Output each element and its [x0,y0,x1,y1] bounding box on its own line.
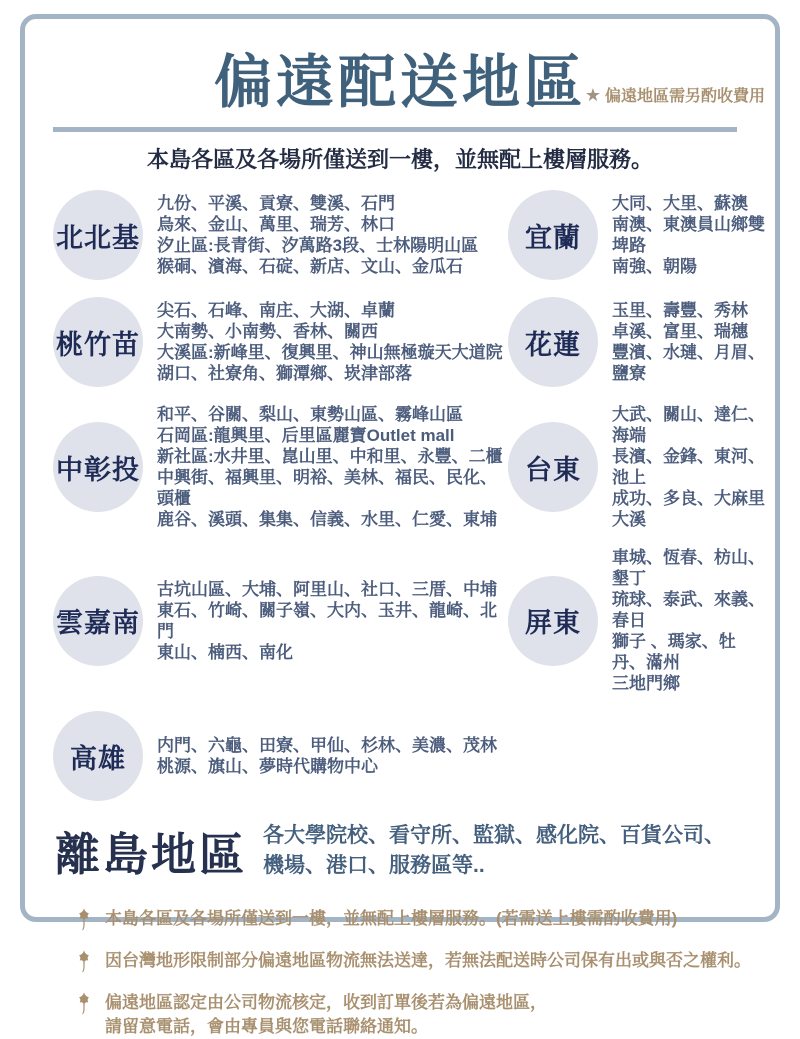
region-lines [612,404,765,530]
islands-lines [263,821,725,881]
region-line: 玉里、壽豐、秀林 [612,301,748,320]
note-line: 偏遠地區認定由公司物流核定，收到訂單後若為偏遠地區， [105,993,547,1012]
region-badge: 宜蘭 [508,190,598,280]
islands-line: 各大學院校、看守所、監獄、感化院、百貨公司、 [263,823,726,847]
region-block-north [53,190,508,280]
region-line: 南澳、東澳員山鄉雙埤路 [612,215,765,255]
islands-section [55,818,775,883]
region-lines [157,404,508,530]
region-badge: 高雄 [53,711,143,801]
region-lines [612,547,765,694]
note-text [105,907,677,931]
region-line: 石岡區:龍興里、后里區麗寶Outlet mall [157,426,455,445]
title-note-text: 偏遠地區需另酌收費用 [604,88,765,105]
region-line: 鹿谷、溪頭、集集、信義、水里、仁愛、東埔 [157,510,497,529]
note-item [75,949,755,974]
region-block-empty [508,711,765,801]
region-lines [157,300,503,384]
region-line: 大溪區:新峰里、復興里、神山無極璇天大道院 [157,343,503,362]
region-badge: 台東 [508,422,598,512]
divider-rule [53,127,737,132]
region-block-central [53,404,508,530]
note-text [105,991,547,1039]
region-line: 長濱、金鋒、東河、池上 [612,447,765,487]
note-line: 本島各區及各場所僅送到一樓，並無配上樓層服務。(若需送上樓需酌收費用) [105,909,678,928]
region-line: 中興街、福興里、明裕、美林、福民、民化、頭櫃 [157,468,497,508]
region-block-yunchianan [53,547,508,694]
region-line: 内門、六龜、田寮、甲仙、杉林、美濃、茂林 [157,736,497,755]
region-line: 尖石、石峰、南庄、大湖、卓蘭 [157,301,395,320]
region-row [53,297,765,387]
region-lines [612,300,765,384]
region-line: 桃源、旗山、夢時代購物中心 [157,757,378,776]
region-row [53,190,765,280]
region-block-hualien [508,297,765,387]
region-block-taitung [508,404,765,530]
notes-section [75,907,755,1039]
islands-title: 離島地區 [55,829,248,880]
region-line: 大南勢、小南勢、香林、關西 [157,322,378,341]
header [25,19,775,119]
page-title: 偏遠配送地區 [213,50,586,115]
region-row [53,711,765,801]
region-block-kaohsiung [53,711,508,801]
region-line: 卓溪、富里、瑞穗 [612,322,748,341]
region-line: 東山、楠西、南化 [157,642,293,662]
region-line: 烏來、金山、萬里、瑞芳、林口 [157,215,395,234]
leaf-icon [75,950,93,974]
region-row [53,404,765,530]
region-line: 南強、朝陽 [612,257,697,276]
islands-line: 機場、港口、服務區等.. [263,853,485,877]
region-line: 新社區:水井里、崑山里、中和里、永豐、二櫃 [157,447,503,466]
leaf-icon [75,908,93,932]
region-line: 和平、谷關、梨山、東勢山區、霧峰山區 [157,405,463,424]
region-line: 大同、大里、蘇澳 [612,194,748,213]
title-note [585,83,765,106]
region-line: 大溪 [612,510,646,529]
region-badge: 中彰投 [53,422,143,512]
region-line: 汐止區:長青街、汐萬路3段、士林陽明山區 [157,236,479,255]
region-line: 三地門鄉 [612,674,680,693]
note-line: 請留意電話，會由專員與您電話聯絡通知。 [105,1017,428,1036]
region-block-pingtung [508,547,765,694]
region-badge: 花蓮 [508,297,598,387]
region-grid [25,190,775,801]
region-line: 東石、竹崎、關子嶺、大内、玉井、龍崎、北門 [157,600,497,641]
region-line: 琉球、泰武、來義、春日 [612,590,765,630]
region-lines [612,193,765,277]
region-lines [157,735,497,777]
note-line: 因台灣地形限制部分偏遠地區物流無法送達，若無法配送時公司保有出或與否之權利。 [105,951,751,970]
region-lines [157,193,478,277]
region-line: 九份、平溪、貢寮、雙溪、石門 [157,194,395,213]
note-item [75,907,755,932]
leaf-icon [75,992,93,1016]
bordered-page-frame [20,14,780,1036]
region-line: 獅子 、瑪家、牡丹、滿州 [612,632,736,672]
note-item [75,991,755,1039]
region-block-taoyuan [53,297,508,387]
region-line: 湖口、社寮角、獅潭鄉、崁津部落 [157,364,412,383]
region-line: 猴硐、濱海、石碇、新店、文山、金瓜石 [157,257,463,276]
region-line: 大武、關山、達仁、海端 [612,405,765,445]
subtitle: 本島各區及各場所僅送到一樓，並無配上樓層服務。 [146,147,653,172]
region-row [53,547,765,694]
region-lines [157,579,508,663]
region-line: 豐濱、水璉、月眉、鹽寮 [612,343,765,383]
star-icon: ★ [584,85,601,105]
region-badge: 屏東 [508,576,598,666]
region-line: 車城、恆春、枋山、墾丁 [612,548,765,588]
region-badge: 雲嘉南 [53,576,143,666]
region-block-yilan [508,190,765,280]
region-line: 古坑山區、大埔、阿里山、社口、三厝、中埔 [157,579,497,599]
region-line: 成功、多良、大麻里 [612,489,765,508]
region-badge: 北北基 [53,190,143,280]
note-text [105,949,751,973]
region-badge: 桃竹苗 [53,297,143,387]
